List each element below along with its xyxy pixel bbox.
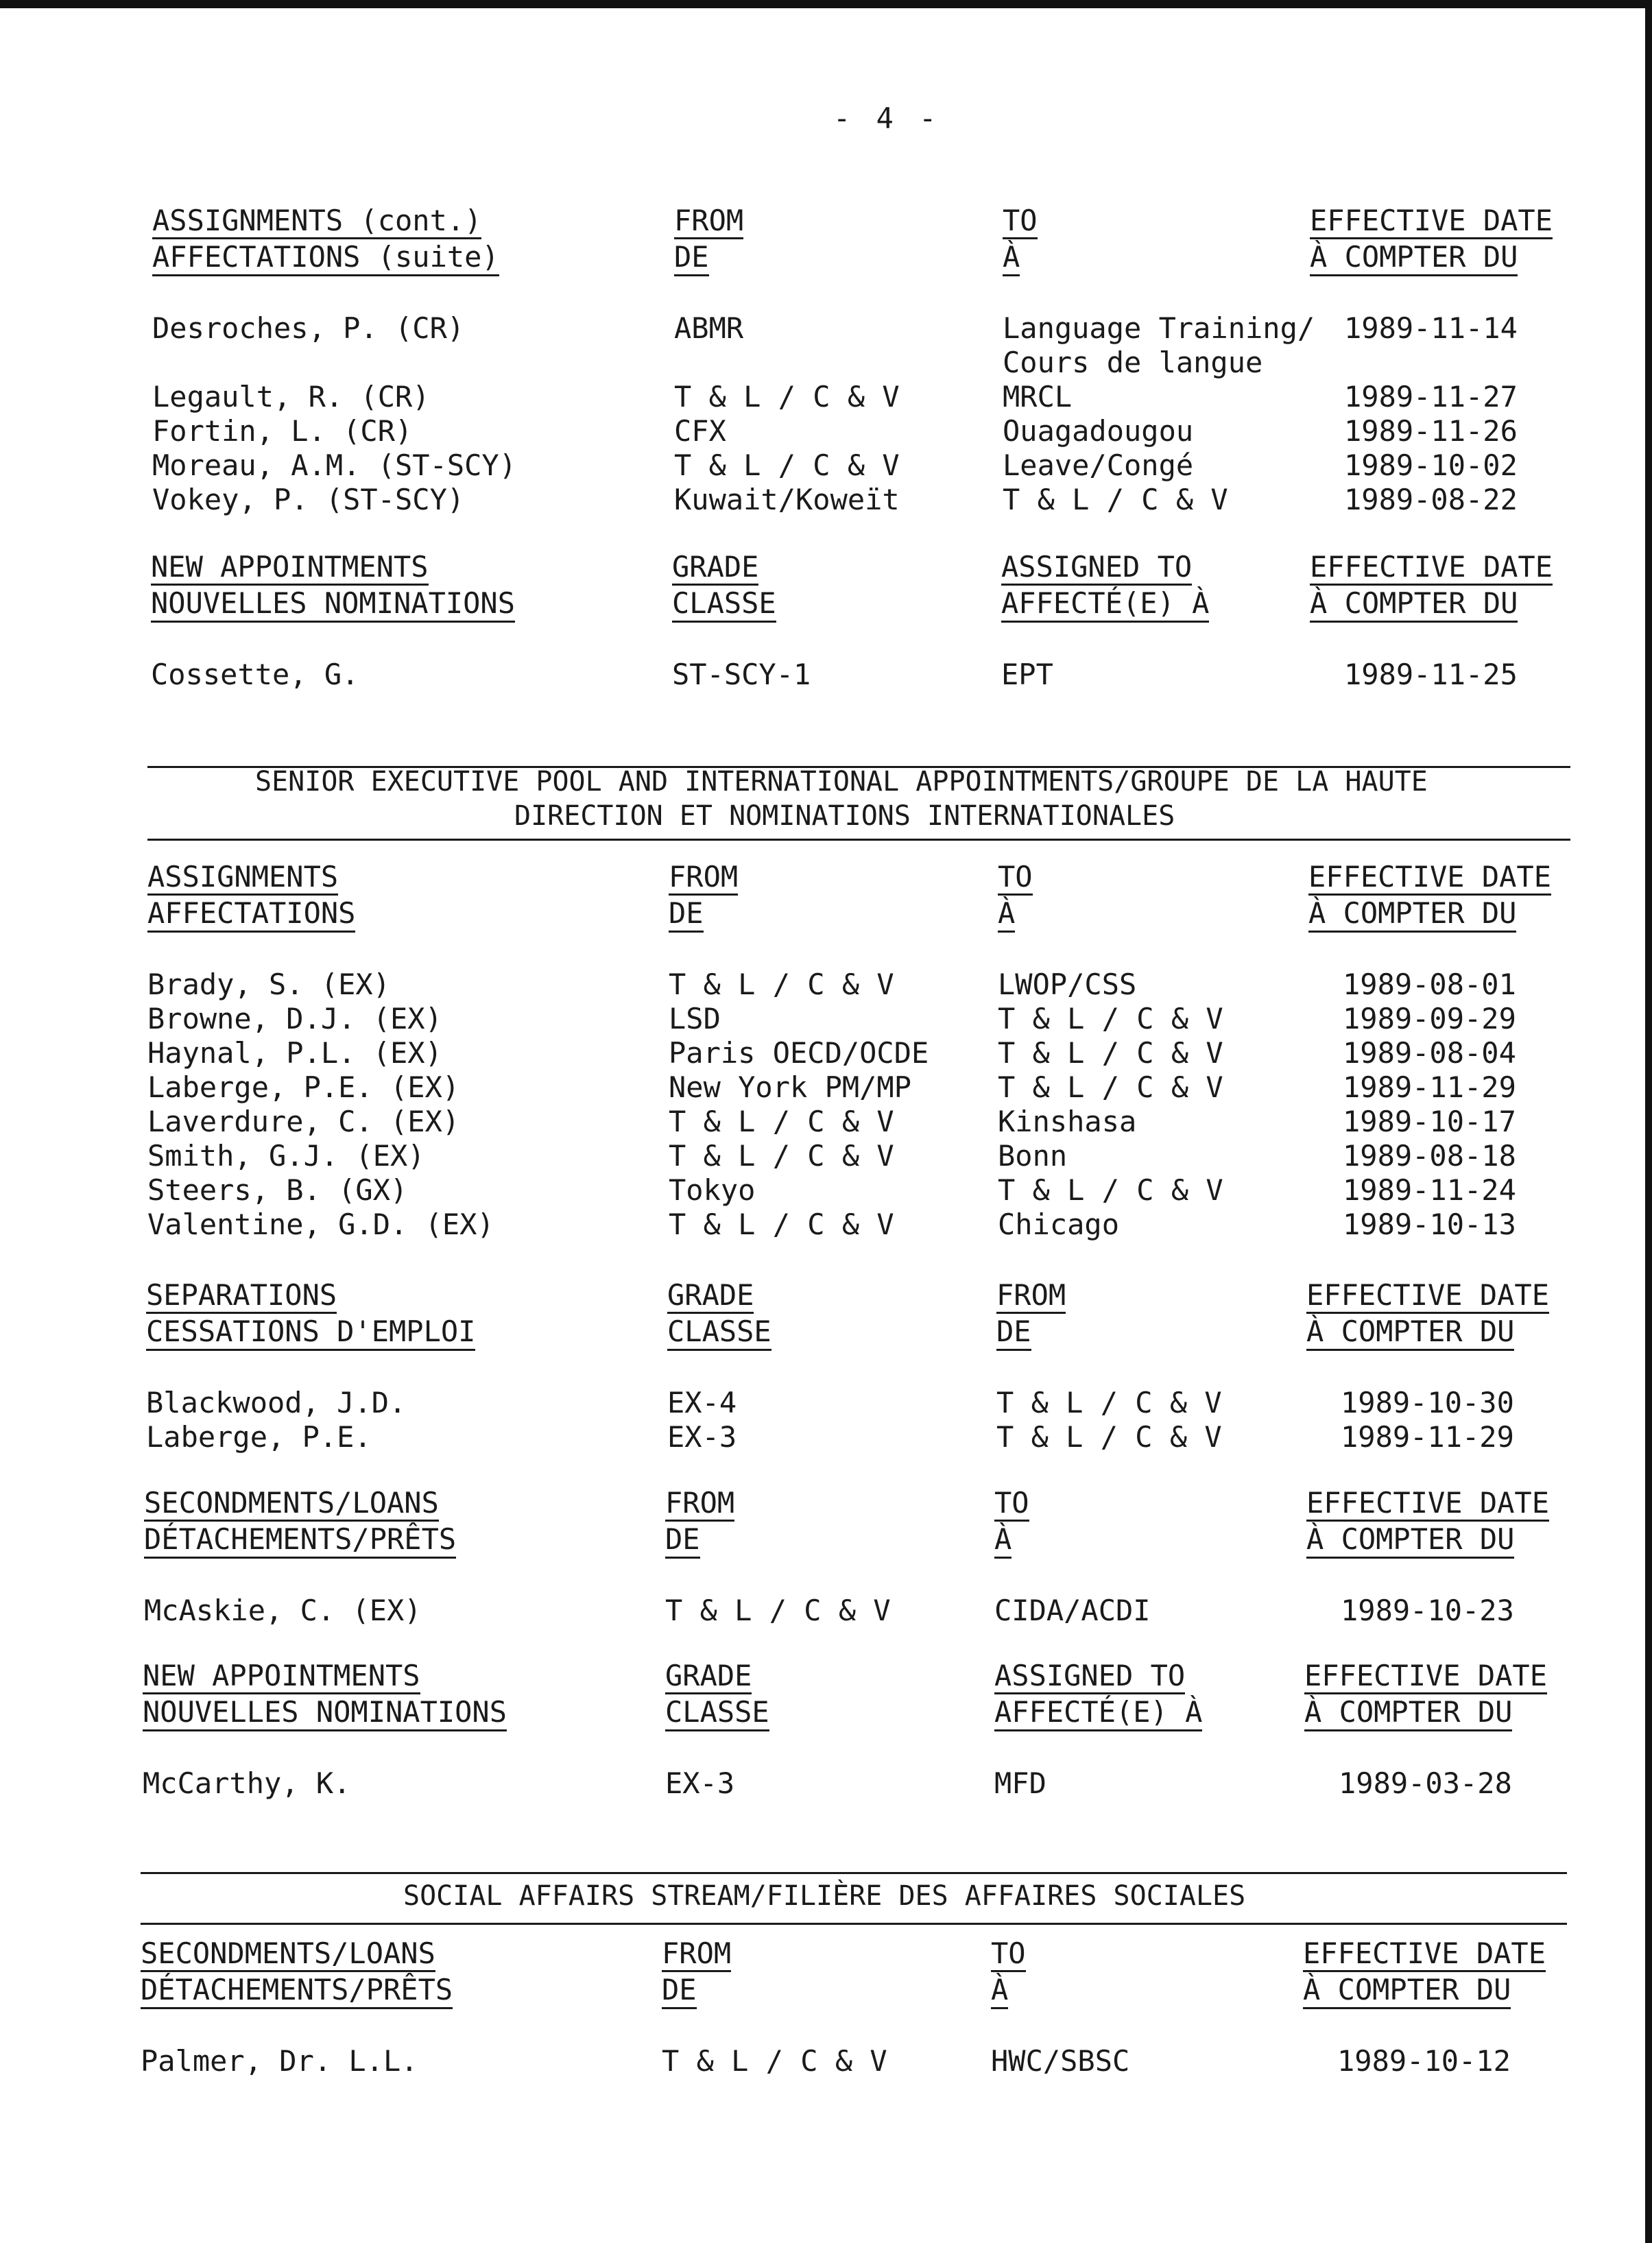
header-date: EFFECTIVE DATE (1303, 1937, 1546, 1972)
header-name: NOUVELLES NOMINATIONS (143, 1695, 507, 1731)
cell-date: 1989-11-27 (1344, 380, 1518, 413)
header-name: NEW APPOINTMENTS (151, 551, 429, 586)
cell-date: 1989-10-23 (1341, 1594, 1514, 1627)
section-header-row (0, 1522, 1652, 1558)
cell-to: T & L / C & V (996, 1386, 1222, 1419)
cell-from: T & L / C & V (669, 1139, 894, 1173)
cell-to: MFD (994, 1766, 1046, 1800)
header-date: À COMPTER DU (1306, 1315, 1514, 1351)
header-from: FROM (674, 204, 743, 239)
header-name: CESSATIONS D'EMPLOI (146, 1315, 475, 1351)
cell-from: EX-3 (665, 1766, 735, 1800)
section-header-row (0, 896, 1652, 932)
cell-to: HWC/SBSC (991, 2044, 1130, 2078)
header-to: TO (991, 1937, 1026, 1972)
cell-to: Language Training/ (1003, 311, 1315, 345)
header-from: CLASSE (665, 1695, 769, 1731)
cell-name: Cossette, G. (151, 658, 359, 691)
table-row (0, 345, 1652, 381)
header-name: ASSIGNMENTS (147, 861, 338, 896)
cell-to: EPT (1001, 658, 1053, 691)
table-row (0, 1104, 1652, 1140)
header-date: À COMPTER DU (1308, 896, 1516, 933)
section-header-row (0, 1695, 1652, 1731)
cell-date: 1989-11-26 (1344, 414, 1518, 448)
cell-name: Smith, G.J. (EX) (147, 1139, 425, 1173)
header-name: DÉTACHEMENTS/PRÊTS (144, 1522, 456, 1559)
header-name: SECONDMENTS/LOANS (141, 1937, 435, 1972)
cell-to: T & L / C & V (998, 1002, 1223, 1035)
header-from: CLASSE (667, 1315, 771, 1351)
table-row (0, 311, 1652, 346)
cell-to: LWOP/CSS (998, 968, 1137, 1001)
cell-to: T & L / C & V (998, 1036, 1223, 1070)
cell-from: ST-SCY-1 (672, 658, 811, 691)
header-name: NOUVELLES NOMINATIONS (151, 586, 515, 623)
cell-date: 1989-11-24 (1343, 1173, 1516, 1207)
cell-date: 1989-11-14 (1344, 311, 1518, 345)
header-to: ASSIGNED TO (1001, 551, 1192, 586)
cell-from: T & L / C & V (674, 380, 900, 413)
header-to: AFFECTÉ(E) À (994, 1695, 1202, 1731)
cell-date: 1989-10-13 (1343, 1208, 1516, 1241)
cell-to: Leave/Congé (1003, 448, 1194, 482)
cell-date: 1989-08-18 (1343, 1139, 1516, 1173)
table-row (0, 2043, 1652, 2079)
cell-name: Palmer, Dr. L.L. (141, 2044, 418, 2078)
cell-from: Tokyo (669, 1173, 756, 1207)
header-date: À COMPTER DU (1303, 1973, 1511, 2009)
header-date: EFFECTIVE DATE (1310, 204, 1553, 239)
cell-name: Laberge, P.E. (146, 1420, 372, 1454)
cell-date: 1989-08-04 (1343, 1036, 1516, 1070)
header-to: FROM (996, 1279, 1066, 1314)
cell-from: Kuwait/Koweït (674, 483, 900, 516)
cell-to: Ouagadougou (1003, 414, 1194, 448)
header-from: FROM (662, 1937, 731, 1972)
cell-name: Moreau, A.M. (ST-SCY) (152, 448, 517, 482)
header-to: TO (998, 861, 1033, 896)
cell-date: 1989-10-02 (1344, 448, 1518, 482)
header-name: AFFECTATIONS (suite) (152, 240, 499, 276)
header-name: AFFECTATIONS (147, 896, 355, 933)
cell-to: Chicago (998, 1208, 1120, 1241)
header-date: EFFECTIVE DATE (1310, 551, 1553, 586)
header-from: GRADE (672, 551, 758, 586)
section-header-row (0, 204, 1652, 240)
table-row (0, 1035, 1652, 1071)
header-to: À (994, 1522, 1011, 1559)
header-from: GRADE (667, 1279, 754, 1314)
header-date: À COMPTER DU (1310, 240, 1518, 276)
table-row (0, 482, 1652, 518)
banner-title-line-2: DIRECTION ET NOMINATIONS INTERNATIONALES (514, 800, 1175, 832)
header-name: ASSIGNMENTS (cont.) (152, 204, 481, 239)
section-header-row (0, 1973, 1652, 2008)
cell-date: 1989-11-29 (1341, 1420, 1514, 1454)
section-header-row (0, 1487, 1652, 1522)
header-to: TO (1003, 204, 1038, 239)
cell-date: 1989-03-28 (1339, 1766, 1512, 1800)
banner-title-line-1: SENIOR EXECUTIVE POOL AND INTERNATIONAL APPOINTMENTS/GROUPE DE LA HAUTE (255, 766, 1428, 797)
cell-name: Laberge, P.E. (EX) (147, 1070, 460, 1104)
cell-from: T & L / C & V (674, 448, 900, 482)
cell-name: McCarthy, K. (143, 1766, 351, 1800)
header-date: À COMPTER DU (1306, 1522, 1514, 1559)
header-date: EFFECTIVE DATE (1308, 861, 1551, 896)
cell-date: 1989-10-30 (1341, 1386, 1514, 1419)
header-from: FROM (665, 1487, 734, 1522)
table-row (0, 379, 1652, 415)
cell-from: LSD (669, 1002, 721, 1035)
banner-rule-top (141, 1872, 1567, 1874)
banner-rule-bottom (141, 1923, 1567, 1925)
header-to: À (998, 896, 1015, 933)
section-header-row (0, 861, 1652, 896)
table-row (0, 448, 1652, 483)
table-row (0, 1173, 1652, 1208)
cell-date: 1989-10-12 (1337, 2044, 1511, 2078)
banner-title-line-1: SOCIAL AFFAIRS STREAM/FILIÈRE DES AFFAIRES SOCIALES (403, 1880, 1246, 1912)
table-row (0, 1593, 1652, 1629)
table-row (0, 1207, 1652, 1243)
cell-to: Cours de langue (1003, 346, 1263, 379)
header-to: TO (994, 1487, 1029, 1522)
cell-to: Bonn (998, 1139, 1068, 1173)
section-header-row (0, 1937, 1652, 1973)
scan-border-top (0, 0, 1652, 8)
cell-date: 1989-10-17 (1343, 1105, 1516, 1138)
cell-name: Brady, S. (EX) (147, 968, 391, 1001)
cell-to: T & L / C & V (998, 1173, 1223, 1207)
header-from: DE (669, 896, 704, 933)
cell-from: T & L / C & V (669, 968, 894, 1001)
table-row (0, 1070, 1652, 1105)
cell-date: 1989-08-01 (1343, 968, 1516, 1001)
table-row (0, 967, 1652, 1003)
section-header-row (0, 240, 1652, 276)
table-row (0, 1766, 1652, 1801)
cell-name: Steers, B. (GX) (147, 1173, 408, 1207)
table-row (0, 1385, 1652, 1421)
cell-name: McAskie, C. (EX) (144, 1594, 422, 1627)
section-header-row (0, 551, 1652, 586)
header-name: SEPARATIONS (146, 1279, 337, 1314)
cell-from: EX-3 (667, 1420, 737, 1454)
section-header-row (0, 586, 1652, 622)
cell-from: CFX (674, 414, 726, 448)
cell-name: Valentine, G.D. (EX) (147, 1208, 494, 1241)
table-row (0, 413, 1652, 449)
cell-from: T & L / C & V (665, 1594, 891, 1627)
cell-to: Kinshasa (998, 1105, 1137, 1138)
header-from: DE (674, 240, 709, 276)
cell-from: Paris OECD/OCDE (669, 1036, 929, 1070)
header-from: GRADE (665, 1659, 752, 1694)
cell-name: Browne, D.J. (EX) (147, 1002, 442, 1035)
header-name: SECONDMENTS/LOANS (144, 1487, 439, 1522)
table-row (0, 657, 1652, 693)
header-to: À (991, 1973, 1008, 2009)
cell-date: 1989-11-29 (1343, 1070, 1516, 1104)
table-row (0, 1419, 1652, 1455)
table-row (0, 1001, 1652, 1037)
cell-from: EX-4 (667, 1386, 737, 1419)
cell-from: T & L / C & V (669, 1105, 894, 1138)
header-date: À COMPTER DU (1310, 586, 1518, 623)
banner-rule-bottom (147, 839, 1570, 841)
cell-name: Blackwood, J.D. (146, 1386, 407, 1419)
header-name: NEW APPOINTMENTS (143, 1659, 420, 1694)
section-header-row (0, 1315, 1652, 1350)
header-from: CLASSE (672, 586, 776, 623)
header-date: EFFECTIVE DATE (1306, 1487, 1549, 1522)
cell-date: 1989-11-25 (1344, 658, 1518, 691)
cell-name: Legault, R. (CR) (152, 380, 430, 413)
section-header-row (0, 1279, 1652, 1315)
cell-from: New York PM/MP (669, 1070, 912, 1104)
cell-date: 1989-09-29 (1343, 1002, 1516, 1035)
cell-to: T & L / C & V (998, 1070, 1223, 1104)
cell-name: Haynal, P.L. (EX) (147, 1036, 442, 1070)
cell-to: CIDA/ACDI (994, 1594, 1151, 1627)
page-number: - 4 - (833, 101, 941, 135)
cell-name: Fortin, L. (CR) (152, 414, 413, 448)
cell-name: Desroches, P. (CR) (152, 311, 465, 345)
cell-from: T & L / C & V (662, 2044, 887, 2078)
header-from: DE (665, 1522, 700, 1559)
header-from: DE (662, 1973, 697, 2009)
header-to: À (1003, 240, 1020, 276)
cell-to: T & L / C & V (996, 1420, 1222, 1454)
header-date: EFFECTIVE DATE (1304, 1659, 1547, 1694)
cell-date: 1989-08-22 (1344, 483, 1518, 516)
cell-to: MRCL (1003, 380, 1073, 413)
header-to: DE (996, 1315, 1031, 1351)
header-to: AFFECTÉ(E) À (1001, 586, 1209, 623)
cell-name: Laverdure, C. (EX) (147, 1105, 460, 1138)
cell-to: T & L / C & V (1003, 483, 1228, 516)
cell-from: T & L / C & V (669, 1208, 894, 1241)
header-to: ASSIGNED TO (994, 1659, 1185, 1694)
header-from: FROM (669, 861, 738, 896)
cell-name: Vokey, P. (ST-SCY) (152, 483, 465, 516)
cell-from: ABMR (674, 311, 744, 345)
header-date: À COMPTER DU (1304, 1695, 1512, 1731)
section-header-row (0, 1659, 1652, 1695)
header-name: DÉTACHEMENTS/PRÊTS (141, 1973, 453, 2009)
table-row (0, 1138, 1652, 1174)
header-date: EFFECTIVE DATE (1306, 1279, 1549, 1314)
